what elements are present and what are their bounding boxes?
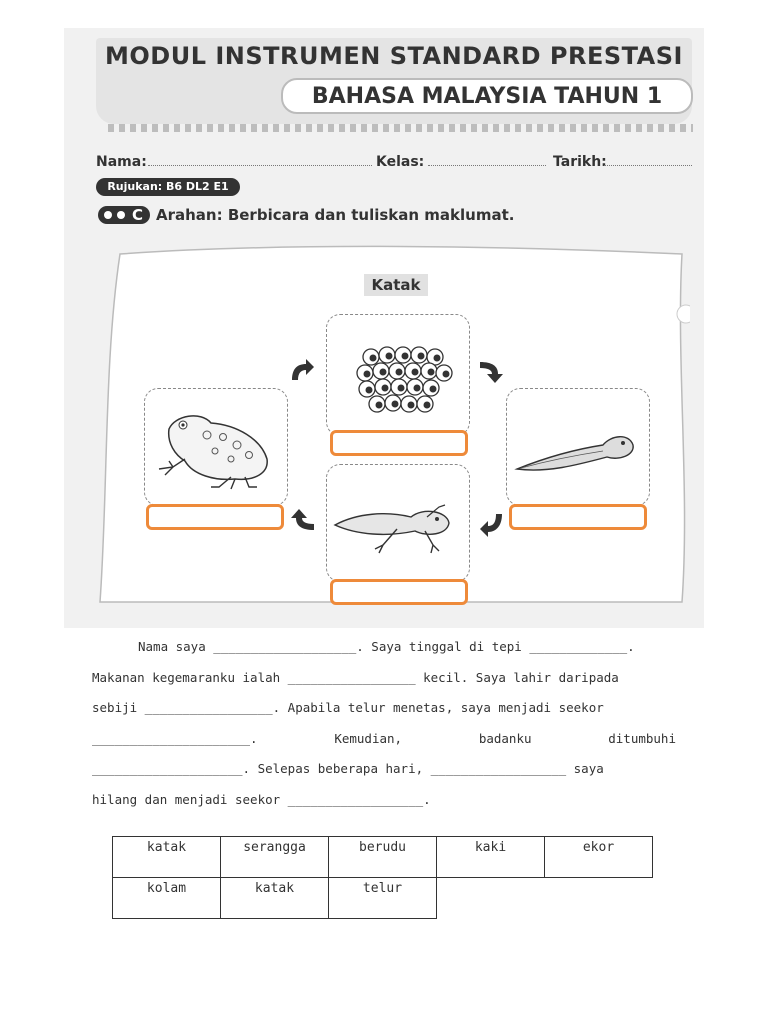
nama-field[interactable]: [148, 165, 372, 166]
story-line: Nama saya ___________________. Saya tinggal di tepi _____________.: [138, 639, 635, 654]
kelas-label: Kelas:: [376, 154, 425, 170]
tadpole-illustration: [507, 389, 649, 505]
frog-eggs-illustration: [327, 315, 469, 435]
label-box-eggs[interactable]: [330, 430, 468, 456]
word-bank-table: [112, 836, 653, 919]
story-line: ____________________. Selepas beberapa hari, __________________ saya: [92, 761, 604, 776]
empty-cell: [437, 878, 545, 919]
word-cell: kaki: [437, 837, 545, 878]
tarikh-label: Tarikh:: [553, 154, 607, 170]
stage-box-froglet: [326, 464, 470, 582]
stage-box-eggs: [326, 314, 470, 436]
frame-tab: [677, 305, 690, 323]
word-cell: serangga: [221, 837, 329, 878]
story-line: _____________________. Kemudian, badanku ditumbuhi: [92, 730, 676, 746]
label-box-frog[interactable]: [146, 504, 284, 530]
word-cell: kolam: [113, 878, 221, 919]
word-cell: berudu: [329, 837, 437, 878]
cycle-arrow-icon: [288, 508, 316, 534]
empty-cell: [545, 878, 653, 919]
tarikh-field[interactable]: [604, 165, 692, 166]
subtitle-box: [281, 78, 693, 114]
stage-box-tadpole: [506, 388, 650, 506]
title-line-1: MODUL INSTRUMEN STANDARD PRESTASI: [105, 42, 683, 70]
word-cell: telur: [329, 878, 437, 919]
instruction-icon: [98, 206, 150, 224]
label-box-tadpole[interactable]: [509, 504, 647, 530]
reference-badge: Rujukan: B6 DL2 E1: [96, 178, 240, 196]
cycle-arrow-icon: [478, 358, 506, 384]
instruction-icon-letter: C: [132, 206, 144, 224]
story-line: hilang dan menjadi seekor __________________.: [92, 791, 431, 807]
label-box-froglet[interactable]: [330, 579, 468, 605]
title-line-2: BAHASA MALAYSIA TAHUN 1: [311, 84, 663, 109]
word-cell: ekor: [545, 837, 653, 878]
frog-illustration: [145, 389, 287, 505]
word-cell: katak: [113, 837, 221, 878]
word-bank-row: [113, 837, 653, 878]
froglet-illustration: [327, 465, 469, 581]
diagram-title: Katak: [364, 274, 428, 296]
word-bank-row: [113, 878, 653, 919]
story-line: Makanan kegemaranku ialah _________________ kecil. Saya lahir daripada: [92, 669, 619, 685]
cycle-arrow-icon: [288, 358, 316, 382]
stage-box-frog: [144, 388, 288, 506]
word-cell: katak: [221, 878, 329, 919]
story-paragraph: [92, 632, 676, 815]
instruction-text: Arahan: Berbicara dan tuliskan maklumat.: [156, 206, 515, 224]
kelas-field[interactable]: [428, 165, 546, 166]
banner-tick-decoration: [108, 124, 693, 132]
title-banner: [96, 38, 692, 124]
story-line: sebiji _________________. Apabila telur menetas, saya menjadi seekor: [92, 700, 604, 715]
nama-label: Nama:: [96, 154, 147, 170]
cycle-arrow-icon: [478, 512, 506, 538]
